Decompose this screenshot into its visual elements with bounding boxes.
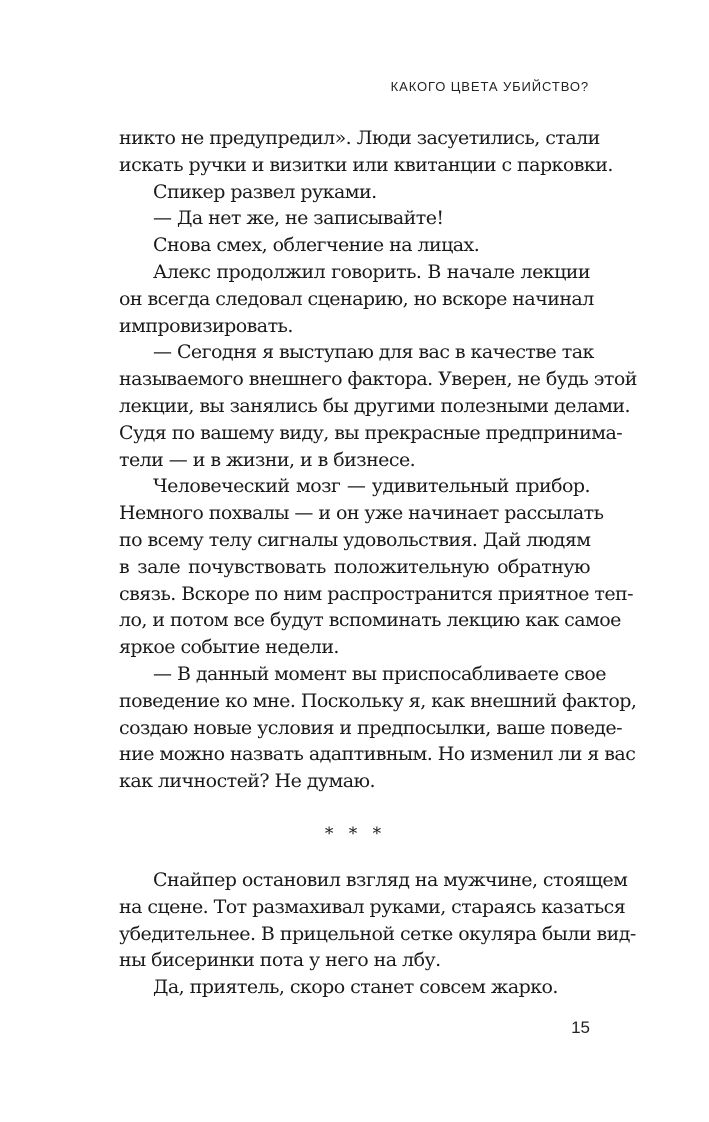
text-line: называемого внешнего фактора. Уверен, не будь этой [119,368,637,391]
text-line: связь. Вскоре по ним распространится приятное теп- [119,582,634,605]
main-text-bottom [119,867,636,1001]
text-line: Судя по вашему виду, вы прекрасные предпринима- [119,421,623,444]
text-line: как личностей? Не думаю. [119,770,376,793]
text-line: Алекс продолжил говорить. В начале лекции [153,260,590,283]
text-line: лекции, вы занялись бы другими полезными делами. [119,394,630,417]
text-line: поведение ко мне. Поскольку я, как внешний фактор, [119,689,637,712]
section-break-stars: * * * [324,824,387,844]
text-line: на сцене. Тот размахивал руками, стараясь казаться [119,895,626,918]
text-line: Снова смех, облегчение на лицах. [153,234,480,257]
text-line: Снайпер остановил взгляд на мужчине, стоящем [153,869,628,891]
page-number: 15 [571,1018,590,1037]
text-line: яркое событие недели. [119,636,339,659]
text-line: Немного похвалы — и он уже начинает рассылать [119,502,604,525]
text-line: Человеческий мозг — удивительный прибор. [153,475,590,498]
text-line: создаю новые условия и предпосылки, ваше поведе- [119,716,622,739]
text-line: искать ручки и визитки или квитанции с парковки. [119,153,613,176]
text-line: Да, приятель, скоро станет совсем жарко. [153,976,558,999]
main-text-top [119,125,637,795]
text-line: по всему телу сигналы удовольствия. Дай людям [119,528,591,551]
text-line: — В данный момент вы приспосабливаете свое [153,662,606,685]
text-line: он всегда следовал сценарию, но вскоре начинал [119,287,594,310]
text-line: в зале почувствовать положительную обратную [119,555,590,578]
text-line: ло, и потом все будут вспоминать лекцию как самое [119,609,621,632]
text-line: никто не предупредил». Люди засуетились, стали [119,127,600,149]
text-line: импровизировать. [119,314,293,337]
text-line: — Сегодня я выступаю для вас в качестве так [153,341,594,364]
text-line: Спикер развел руками. [153,180,377,203]
text-line: — Да нет же, не записывайте! [153,207,444,230]
text-line: ны бисеринки пота у него на лбу. [119,949,441,972]
text-line: ние можно назвать адаптивным. Но изменил ли я вас [119,743,636,766]
section-break [0,824,709,844]
text-line: убедительнее. В прицельной сетке окуляра были вид- [119,922,636,945]
text-line: тели — и в жизни, и в бизнесе. [119,448,416,471]
running-title: КАКОГО ЦВЕТА УБИЙСТВО? [390,79,589,94]
